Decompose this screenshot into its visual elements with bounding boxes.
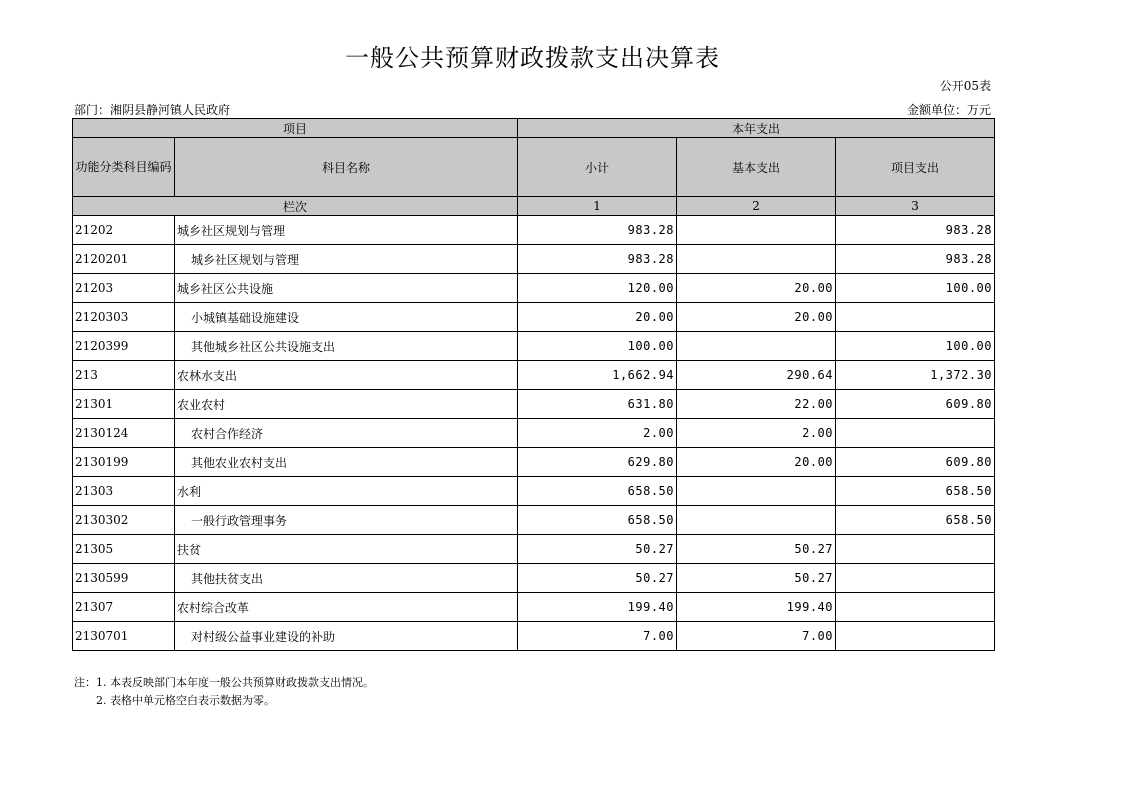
page-title: 一般公共预算财政拨款支出决算表 [345,44,720,72]
row-project: 609.80 [836,448,995,477]
row-subtotal: 100.00 [518,332,677,361]
row-project [836,593,995,622]
row-subtotal: 120.00 [518,274,677,303]
row-basic: 20.00 [677,448,836,477]
header-col-1: 1 [518,197,677,216]
row-basic [677,477,836,506]
header-col-2: 2 [677,197,836,216]
table-row [73,419,995,448]
row-subject-name: 城乡社区公共设施 [175,274,518,303]
header-project: 项目 [73,119,518,138]
row-subtotal: 658.50 [518,477,677,506]
table-body [73,216,995,651]
row-basic: 7.00 [677,622,836,651]
form-code: 公开05表 [939,79,991,93]
row-subject-name: 城乡社区规划与管理 [175,245,518,274]
table-row [73,506,995,535]
header-func-code-text: 功能分类科目编码 [75,160,172,174]
row-subject-name: 农林水支出 [175,361,518,390]
row-subtotal: 629.80 [518,448,677,477]
row-code: 2130302 [73,506,175,535]
table-row [73,622,995,651]
department-label: 部门：湘阴县静河镇人民政府 [74,103,231,117]
row-basic: 20.00 [677,274,836,303]
row-subtotal: 199.40 [518,593,677,622]
header-col-3: 3 [836,197,995,216]
row-subtotal: 2.00 [518,419,677,448]
header-row-1 [73,119,995,138]
row-basic: 199.40 [677,593,836,622]
row-subject-name: 一般行政管理事务 [175,506,518,535]
header-current-year: 本年支出 [518,119,995,138]
row-basic [677,245,836,274]
row-project [836,419,995,448]
row-subtotal: 983.28 [518,245,677,274]
row-code: 21305 [73,535,175,564]
header-subject-name: 科目名称 [175,138,518,197]
row-code: 2120201 [73,245,175,274]
row-code: 2130199 [73,448,175,477]
row-subtotal: 50.27 [518,564,677,593]
table-row [73,274,995,303]
row-project [836,564,995,593]
row-subject-name: 扶贫 [175,535,518,564]
row-subject-name: 农业农村 [175,390,518,419]
header-row-index [73,197,995,216]
row-subject-name: 水利 [175,477,518,506]
table-row [73,332,995,361]
header-row-2 [73,138,995,197]
table-row [73,390,995,419]
row-subtotal: 631.80 [518,390,677,419]
row-code: 21301 [73,390,175,419]
row-basic: 50.27 [677,535,836,564]
row-basic: 20.00 [677,303,836,332]
row-basic: 2.00 [677,419,836,448]
row-subject-name: 农村合作经济 [175,419,518,448]
row-subject-name: 农村综合改革 [175,593,518,622]
row-subtotal: 50.27 [518,535,677,564]
row-code: 21303 [73,477,175,506]
row-code: 21202 [73,216,175,245]
row-subject-name: 其他农业农村支出 [175,448,518,477]
row-project [836,535,995,564]
header-project-expense: 项目支出 [836,138,995,197]
row-subject-name: 其他城乡社区公共设施支出 [175,332,518,361]
header-func-code [73,138,175,197]
row-project: 658.50 [836,506,995,535]
row-basic: 290.64 [677,361,836,390]
row-basic [677,332,836,361]
row-subtotal: 658.50 [518,506,677,535]
row-project: 983.28 [836,245,995,274]
row-subtotal: 20.00 [518,303,677,332]
table-row [73,593,995,622]
row-code: 21307 [73,593,175,622]
row-project [836,622,995,651]
row-basic: 22.00 [677,390,836,419]
amount-unit-label: 金额单位：万元 [906,103,991,117]
table-row [73,361,995,390]
row-basic: 50.27 [677,564,836,593]
row-subtotal: 983.28 [518,216,677,245]
table-row [73,303,995,332]
row-subject-name: 城乡社区规划与管理 [175,216,518,245]
note-2: 2. 表格中单元格空白表示数据为零。 [96,694,275,707]
table-row [73,564,995,593]
table-row [73,216,995,245]
row-basic [677,506,836,535]
row-code: 2130701 [73,622,175,651]
row-subject-name: 其他扶贫支出 [175,564,518,593]
table-row [73,477,995,506]
row-project: 1,372.30 [836,361,995,390]
row-project: 100.00 [836,332,995,361]
table-row [73,448,995,477]
note-1: 注：1. 本表反映部门本年度一般公共预算财政拨款支出情况。 [74,676,374,689]
row-project: 658.50 [836,477,995,506]
table-row [73,245,995,274]
table-row [73,535,995,564]
row-project: 100.00 [836,274,995,303]
row-subject-name: 小城镇基础设施建设 [175,303,518,332]
row-code: 2120399 [73,332,175,361]
row-code: 2130124 [73,419,175,448]
header-row-index-label: 栏次 [73,197,518,216]
row-subtotal: 1,662.94 [518,361,677,390]
header-basic: 基本支出 [677,138,836,197]
row-subtotal: 7.00 [518,622,677,651]
row-code: 21203 [73,274,175,303]
row-project: 983.28 [836,216,995,245]
row-project [836,303,995,332]
row-subject-name: 对村级公益事业建设的补助 [175,622,518,651]
row-code: 213 [73,361,175,390]
row-code: 2130599 [73,564,175,593]
row-basic [677,216,836,245]
notes [74,674,374,710]
header-subtotal: 小计 [518,138,677,197]
row-project: 609.80 [836,390,995,419]
budget-table [72,118,995,651]
row-code: 2120303 [73,303,175,332]
